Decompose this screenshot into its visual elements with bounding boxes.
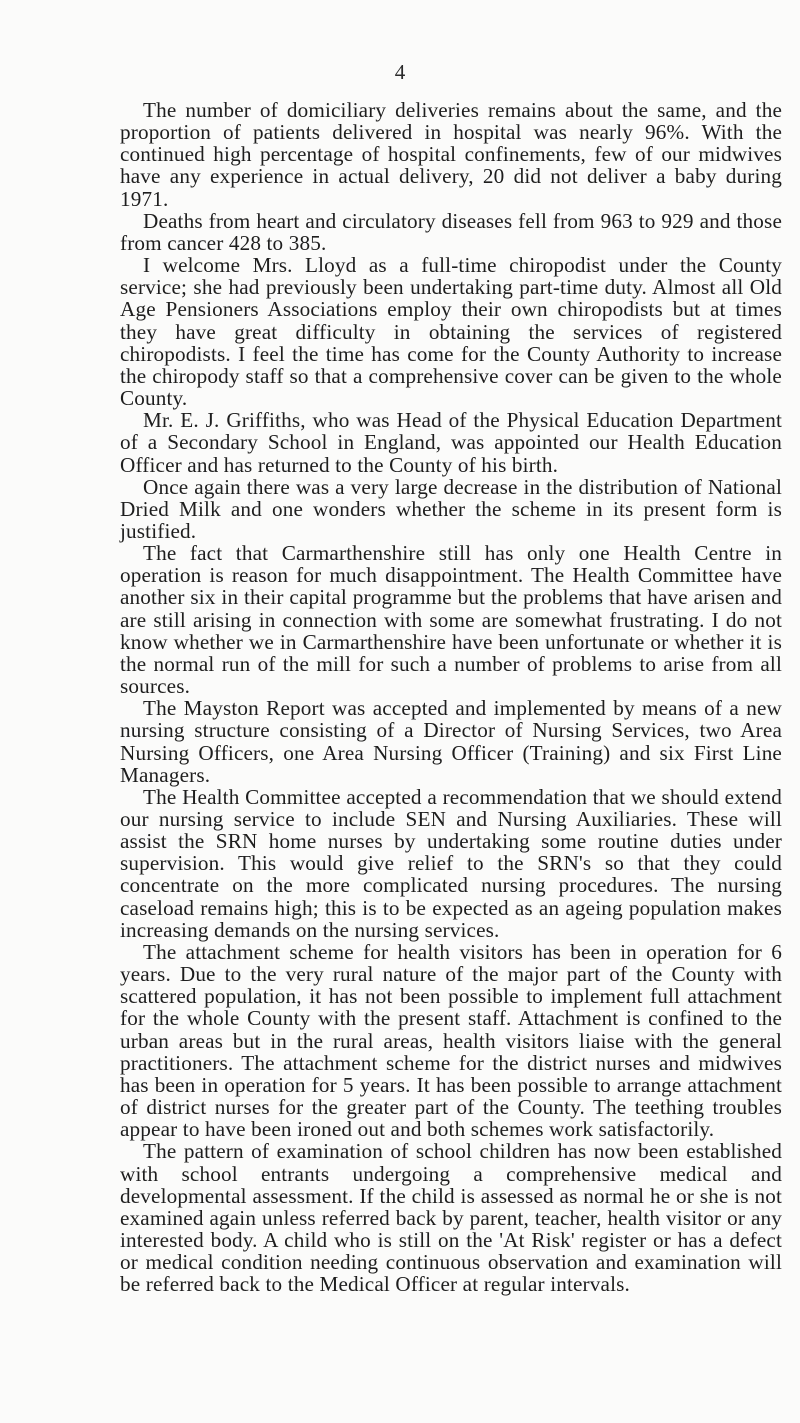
paragraph-domiciliary-deliveries: The number of domiciliary deliveries remains about the same, and the proportion of patients delivered in hospital was nearly 96%. With the continued high percentage of hospital confinements, few of our midwives have any experience in actual delivery, 20 did not deliver a baby during 1971. xyxy=(120,98,782,211)
paragraph-health-centre: The fact that Carmarthenshire still has only one Health Centre in operation is reason for much disappointment. The Health Committee have another six in their capital programme but the problems that have arisen and are still arising in connection with some are somewhat frustrating. I do not know whether we in Carmarthenshire have been unfortunate or whether it is the normal run of the mill for such a number of problems to arise from all sources. xyxy=(120,541,782,699)
paragraph-mayston-report: The Mayston Report was accepted and implemented by means of a new nursing structure consisting of a Director of Nursing Services, two Area Nursing Officers, one Area Nursing Officer (Training) and six First Line Managers. xyxy=(120,696,782,787)
page-number: 4 xyxy=(394,60,406,84)
paragraph-national-dried-milk: Once again there was a very large decrease in the distribution of National Dried Milk and one wonders whether the scheme in its present form is justified. xyxy=(120,474,782,543)
paragraph-health-education-officer: Mr. E. J. Griffiths, who was Head of the Physical Education Department of a Secondary School in England, was appointed our Health Education Officer and has returned to the County of his birth. xyxy=(120,408,782,477)
report-body xyxy=(120,99,782,1295)
paragraph-nursing-service: The Health Committee accepted a recommendation that we should extend our nursing service to include SEN and Nursing Auxiliaries. These will assist the SRN home nurses by undertaking some routine duties under supervision. This would give relief to the SRN's so that they could concentrate on the more complicated nursing procedures. The nursing caseload remains high; this is to be expected as an ageing population makes increasing demands on the nursing services. xyxy=(120,784,782,942)
paragraph-chiropodist: I welcome Mrs. Lloyd as a full-time chiropodist under the County service; she had previously been undertaking part-time duty. Almost all Old Age Pensioners Associations employ their own chiropodists but at times they have great difficulty in obtaining the services of registered chiropodists. I feel the time has come for the County Authority to increase the chiropody staff so that a comprehensive cover can be given to the whole County. xyxy=(120,253,782,411)
paragraph-attachment-scheme: The attachment scheme for health visitors has been in operation for 6 years. Due to the very rural nature of the major part of the County with scattered population, it has not been possible to implement full attachment for the whole County with the present staff. Attachment is confined to the urban areas but in the rural areas, health visitors liaise with the general practitioners. The attachment scheme for the district nurses and midwives has been in operation for 5 years. It has been possible to arrange attachment of district nurses for the greater part of the County. The teething troubles appear to have been ironed out and both schemes work satisfactorily. xyxy=(120,939,782,1142)
paragraph-deaths: Deaths from heart and circulatory diseases fell from 963 to 929 and those from cancer 428 to 385. xyxy=(120,208,782,255)
paragraph-school-examination: The pattern of examination of school children has now been established with school entrants undergoing a comprehensive medical and developmental assessment. If the child is assessed as normal he or she is not examined again unless referred back by parent, teacher, health visitor or any interested body. A child who is still on the 'At Risk' register or has a defect or medical condition needing continuous observation and examination will be referred back to the Medical Officer at regular intervals. xyxy=(120,1139,782,1297)
